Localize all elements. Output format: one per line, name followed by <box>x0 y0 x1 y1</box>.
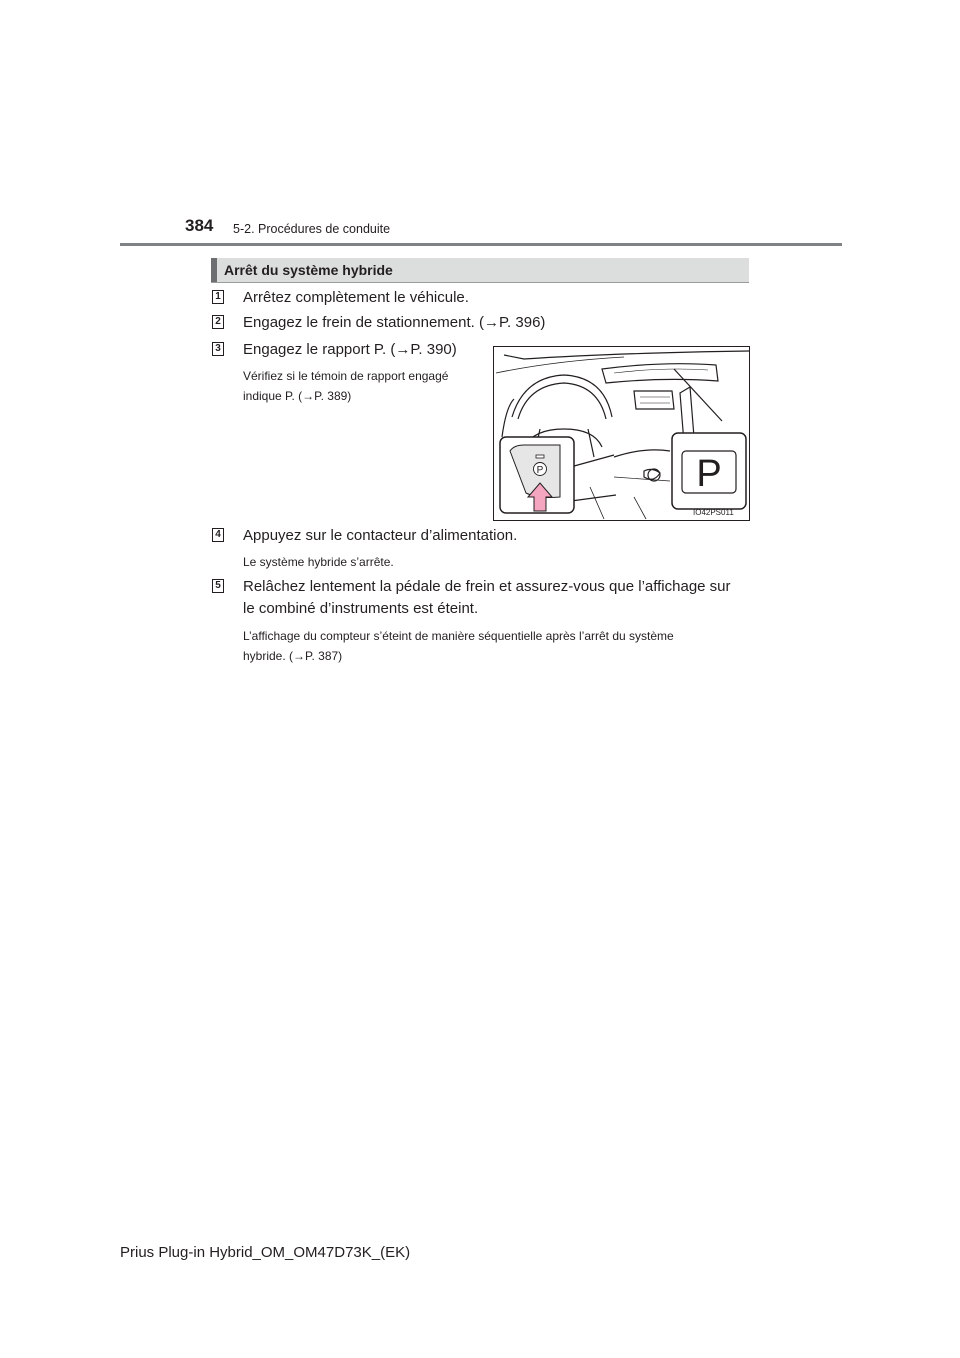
step-number-5: 5 <box>212 579 224 593</box>
figure-code: IO42PS011 <box>693 508 734 517</box>
step-5-text-line-1: Relâchez lentement la pédale de frein et assurez-vous que l’affichage sur <box>243 578 731 595</box>
step-2-text: Engagez le frein de stationnement. (→P. 396) <box>243 314 546 331</box>
step-number-3: 3 <box>212 342 224 356</box>
heading-accent-bar <box>211 258 217 282</box>
section-heading <box>211 258 749 283</box>
shift-position-illustration <box>493 346 750 521</box>
section-heading-title: Arrêt du système hybride <box>224 262 393 278</box>
step-4-text: Appuyez sur le contacteur d’alimentation. <box>243 527 518 544</box>
step-number-4: 4 <box>212 528 224 542</box>
manual-footer-title: Prius Plug-in Hybrid_OM_OM47D73K_(EK) <box>120 1244 411 1261</box>
gear-indicator-p-label: P <box>696 453 722 495</box>
shift-p-button-label: P <box>536 465 544 476</box>
dashboard-drawing <box>494 347 749 520</box>
step-number-1: 1 <box>212 290 224 304</box>
page-number: 384 <box>185 216 214 235</box>
step-3-text: Engagez le rapport P. (→P. 390) <box>243 341 457 358</box>
step-5-text-line-2: le combiné d’instruments est éteint. <box>243 600 479 617</box>
step-number-2: 2 <box>212 315 224 329</box>
step-4-note: Le système hybride s’arrête. <box>243 555 394 569</box>
step-3-note-line-1: Vérifiez si le témoin de rapport engagé <box>243 369 449 383</box>
section-label: 5-2. Procédures de conduite <box>233 222 391 236</box>
step-5-note-line-2: hybride. (→P. 387) <box>243 649 343 663</box>
step-1-text: Arrêtez complètement le véhicule. <box>243 289 469 306</box>
step-3-note-line-2: indique P. (→P. 389) <box>243 389 352 403</box>
header-divider <box>120 243 842 246</box>
step-5-note-line-1: L’affichage du compteur s’éteint de manière séquentielle après l’arrêt du système <box>243 629 674 643</box>
